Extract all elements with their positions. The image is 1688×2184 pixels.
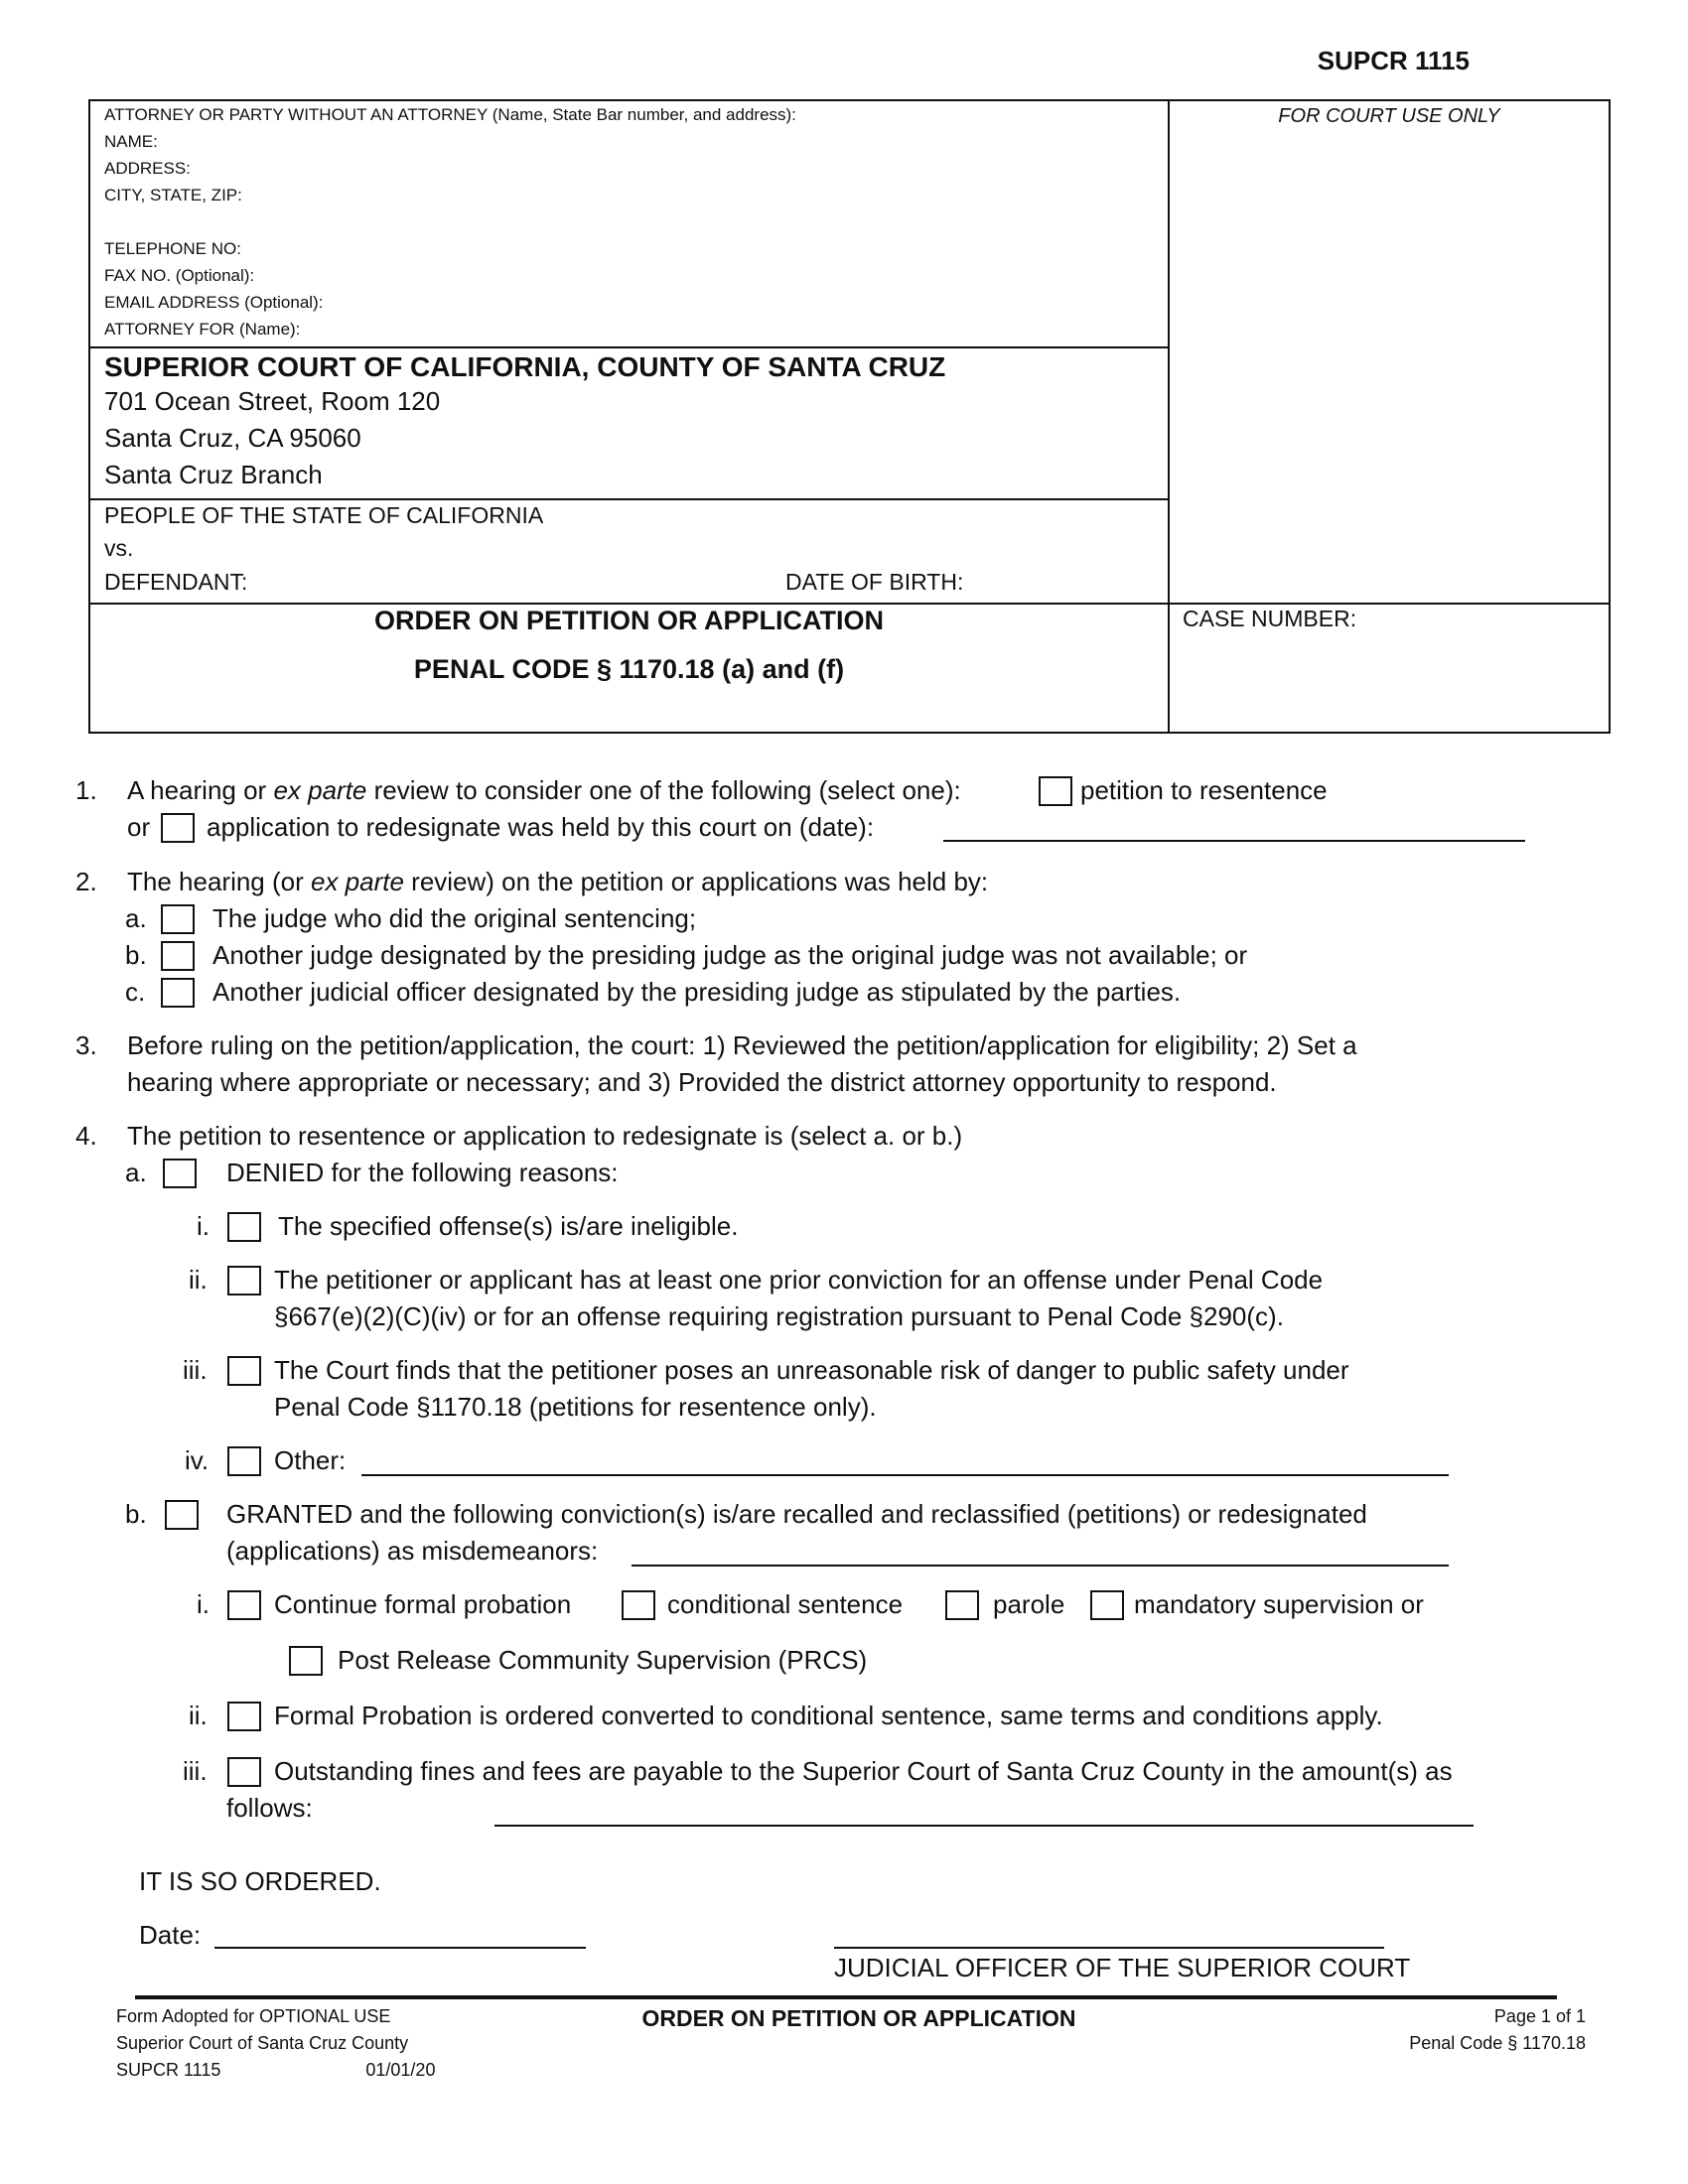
item-4-number: 4. <box>75 1121 97 1151</box>
misdemeanors-line[interactable] <box>632 1565 1449 1567</box>
item-3-number: 3. <box>75 1030 97 1060</box>
granted-iii-number: iii. <box>183 1756 208 1786</box>
denied-checkbox[interactable] <box>163 1159 197 1188</box>
attorney-block[interactable] <box>104 101 796 342</box>
original-judge-checkbox[interactable] <box>161 904 195 934</box>
item-4a-letter: a. <box>125 1158 147 1187</box>
denied-iii-number: iii. <box>183 1355 208 1385</box>
judicial-officer-label: Another judicial officer designated by the presiding judge as stipulated by the parties. <box>212 977 1182 1007</box>
footer-page: Page 1 of 1 <box>1493 2006 1586 2026</box>
another-judge-label: Another judge designated by the presiding judge as the original judge was not available; or <box>212 940 1248 970</box>
conditional-sentence-label: conditional sentence <box>667 1589 904 1619</box>
offense-ineligible-label: The specified offense(s) is/are ineligible. <box>278 1211 739 1241</box>
prior-conviction-line-2: §667(e)(2)(C)(iv) or for an offense requiring registration pursuant to Penal Code §290(c). <box>274 1301 1284 1331</box>
hearing-date-line[interactable] <box>943 840 1525 842</box>
footer-title: ORDER ON PETITION OR APPLICATION <box>641 2005 1076 2031</box>
other-reason-checkbox[interactable] <box>227 1446 261 1476</box>
judicial-officer-label: JUDICIAL OFFICER OF THE SUPERIOR COURT <box>834 1953 1411 1982</box>
people-label: PEOPLE OF THE STATE OF CALIFORNIA <box>104 502 544 528</box>
denied-iv-number: iv. <box>185 1445 210 1475</box>
judicial-officer-checkbox[interactable] <box>161 978 195 1008</box>
parole-checkbox[interactable] <box>945 1590 979 1620</box>
court-address-1: 701 Ocean Street, Room 120 <box>104 386 441 416</box>
item-1-text: A hearing or ex parte review to consider one of the following (select one): <box>127 775 961 805</box>
mandatory-supervision-label: mandatory supervision or <box>1134 1589 1424 1619</box>
prcs-label: Post Release Community Supervision (PRCS) <box>338 1645 868 1675</box>
another-judge-checkbox[interactable] <box>161 941 195 971</box>
court-branch: Santa Cruz Branch <box>104 460 323 489</box>
fines-fees-line-1: Outstanding fines and fees are payable to the Superior Court of Santa Cruz County in the amount(s) as <box>274 1756 1453 1786</box>
granted-line-1: GRANTED and the following conviction(s) is/are recalled and reclassified (petitions) or redesignated <box>226 1499 1367 1529</box>
telephone-label: TELEPHONE NO: <box>104 239 241 258</box>
form-code: SUPCR 1115 <box>1317 46 1470 75</box>
prcs-checkbox[interactable] <box>289 1646 323 1676</box>
item-4b-letter: b. <box>125 1499 147 1529</box>
item-2b-letter: b. <box>125 940 147 970</box>
other-reason-line[interactable] <box>361 1474 1449 1476</box>
prior-conviction-checkbox[interactable] <box>227 1266 261 1296</box>
denied-label: DENIED for the following reasons: <box>226 1158 619 1187</box>
other-reason-label: Other: <box>274 1445 347 1475</box>
attorney-heading: ATTORNEY OR PARTY WITHOUT AN ATTORNEY (Name, State Bar number, and address): <box>104 105 796 124</box>
item-3-line-1: Before ruling on the petition/application, the court: 1) Reviewed the petition/application for eligibility; 2) Set a <box>127 1030 1357 1060</box>
court-name: SUPERIOR COURT OF CALIFORNIA, COUNTY OF SANTA CRUZ <box>104 351 946 382</box>
public-safety-line-1: The Court finds that the petitioner poses an unreasonable risk of danger to public safety under <box>274 1355 1349 1385</box>
public-safety-line-2: Penal Code §1170.18 (petitions for resentence only). <box>274 1392 877 1422</box>
attorney-for-label: ATTORNEY FOR (Name): <box>104 320 301 339</box>
email-label: EMAIL ADDRESS (Optional): <box>104 293 324 312</box>
judge-signature-line[interactable] <box>834 1947 1384 1949</box>
vs-label: vs. <box>104 535 134 561</box>
parole-label: parole <box>993 1589 1065 1619</box>
item-1-or: or <box>127 812 151 842</box>
dob-label[interactable]: DATE OF BIRTH: <box>785 569 964 595</box>
footer-code-date: SUPCR 1115 01/01/20 <box>116 2060 436 2080</box>
footer-court: Superior Court of Santa Cruz County <box>116 2033 409 2053</box>
item-2c-letter: c. <box>125 977 146 1007</box>
public-safety-risk-checkbox[interactable] <box>227 1356 261 1386</box>
city-label: CITY, STATE, ZIP: <box>104 186 242 205</box>
footer-adopted: Form Adopted for OPTIONAL USE <box>116 2006 391 2026</box>
granted-i-number: i. <box>197 1589 210 1619</box>
fines-fees-checkbox[interactable] <box>227 1757 261 1787</box>
caption-box <box>88 99 1611 734</box>
application-redesignate-label: application to redesignate was held by this court on (date): <box>207 812 875 842</box>
form-title-1: ORDER ON PETITION OR APPLICATION <box>373 606 884 635</box>
date-label: Date: <box>139 1920 202 1950</box>
petition-resentence-checkbox[interactable] <box>1039 776 1072 806</box>
footer-right <box>1409 2003 1586 2057</box>
item-2-text: The hearing (or ex parte review) on the petition or applications was held by: <box>127 867 989 896</box>
court-use-label: FOR COURT USE ONLY <box>1278 105 1500 127</box>
mandatory-supervision-checkbox[interactable] <box>1090 1590 1124 1620</box>
fax-label: FAX NO. (Optional): <box>104 266 255 285</box>
granted-ii-number: ii. <box>189 1701 208 1730</box>
case-number-label[interactable]: CASE NUMBER: <box>1183 606 1357 631</box>
denied-ii-number: ii. <box>189 1265 208 1295</box>
name-label: NAME: <box>104 132 158 151</box>
granted-checkbox[interactable] <box>165 1500 199 1530</box>
prior-conviction-line-1: The petitioner or applicant has at least one prior conviction for an offense under Penal Code <box>274 1265 1324 1295</box>
conditional-sentence-checkbox[interactable] <box>622 1590 655 1620</box>
probation-converted-label: Formal Probation is ordered converted to conditional sentence, same terms and conditions apply. <box>274 1701 1383 1730</box>
granted-line-2: (applications) as misdemeanors: <box>226 1536 599 1566</box>
fines-amount-line[interactable] <box>494 1825 1474 1827</box>
so-ordered: IT IS SO ORDERED. <box>139 1866 381 1896</box>
item-2-number: 2. <box>75 867 97 896</box>
item-3-line-2: hearing where appropriate or necessary; and 3) Provided the district attorney opportunity to respond. <box>127 1067 1277 1097</box>
footer-rule <box>135 1995 1557 1999</box>
denied-i-number: i. <box>197 1211 210 1241</box>
formal-probation-checkbox[interactable] <box>227 1590 261 1620</box>
signature-date-line[interactable] <box>214 1947 586 1949</box>
defendant-label[interactable]: DEFENDANT: <box>104 569 248 595</box>
court-address-2: Santa Cruz, CA 95060 <box>104 423 361 453</box>
form-title-2: PENAL CODE § 1170.18 (a) and (f) <box>413 654 845 684</box>
application-redesignate-checkbox[interactable] <box>161 813 195 843</box>
offense-ineligible-checkbox[interactable] <box>227 1212 261 1242</box>
formal-probation-label: Continue formal probation <box>274 1589 572 1619</box>
fines-fees-line-2: follows: <box>226 1793 313 1823</box>
original-judge-label: The judge who did the original sentencing; <box>212 903 697 933</box>
footer-code-ref: Penal Code § 1170.18 <box>1409 2033 1586 2053</box>
item-4-text: The petition to resentence or application to redesignate is (select a. or b.) <box>127 1121 963 1151</box>
item-1-number: 1. <box>75 775 97 805</box>
footer-left <box>116 2003 435 2084</box>
petition-resentence-label: petition to resentence <box>1080 775 1328 805</box>
probation-converted-checkbox[interactable] <box>227 1702 261 1731</box>
address-label: ADDRESS: <box>104 159 191 178</box>
item-2a-letter: a. <box>125 903 147 933</box>
